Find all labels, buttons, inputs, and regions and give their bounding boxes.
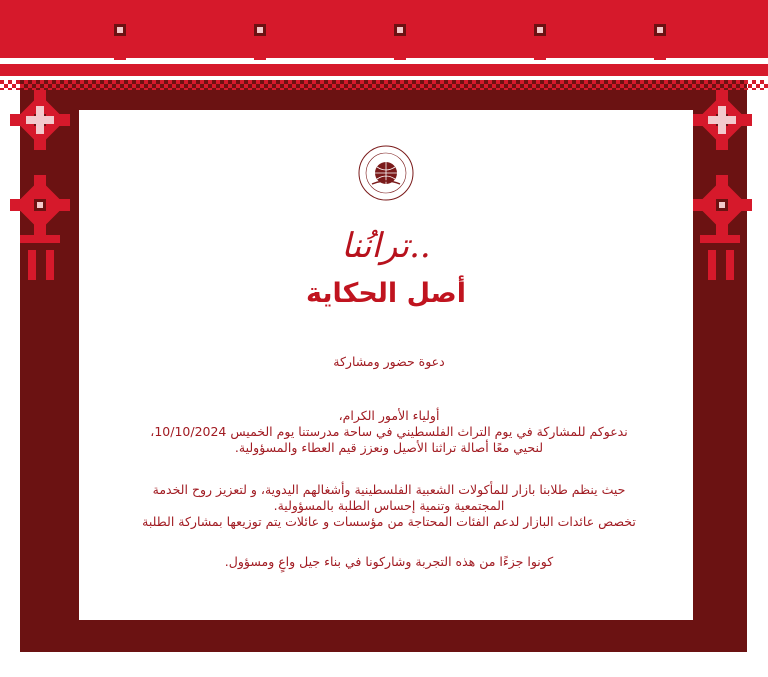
invitation-subtitle: دعوة حضور ومشاركة — [333, 354, 445, 369]
invitation-card — [79, 110, 693, 620]
paragraph-2-line-3: تخصص عائدات البازار لدعم الفئات المحتاجة من مؤسسات و عائلات يتم توزيعها بمشاركة الطلبة — [142, 514, 636, 529]
paragraph-2-line-2: المجتمعية وتنمية إحساس الطلبة بالمسؤولية. — [273, 498, 505, 513]
heritage-script-title: ترانُنا.. — [341, 226, 431, 266]
heritage-main-title: أصل الحكاية — [305, 278, 467, 309]
invitation-paragraph-1 — [99, 408, 679, 456]
invitation-paragraph-2 — [99, 482, 679, 530]
paragraph-1-line-2: ندعوكم للمشاركة في يوم التراث الفلسطيني في ساحة مدرستنا يوم الخميس 10/10/2024، — [150, 424, 628, 439]
paragraph-2-line-1: حيث ينظم طلابنا بازار للمأكولات الشعبية الفلسطينية وأشغالهم اليدوية، و لتعزيز روح الخدمة — [152, 482, 626, 497]
paragraph-1-line-3: لنحيي معًا أصالة تراثنا الأصيل ونعزز قيم العطاء والمسؤولية. — [234, 440, 544, 455]
globe-book-emblem-icon — [357, 144, 415, 202]
paragraph-1-line-1: أولياء الأمور الكرام، — [338, 408, 440, 423]
invitation-closing: كونوا جزءًا من هذه التجربة وشاركونا في بناء جيل واعٍ ومسؤول. — [224, 554, 554, 569]
